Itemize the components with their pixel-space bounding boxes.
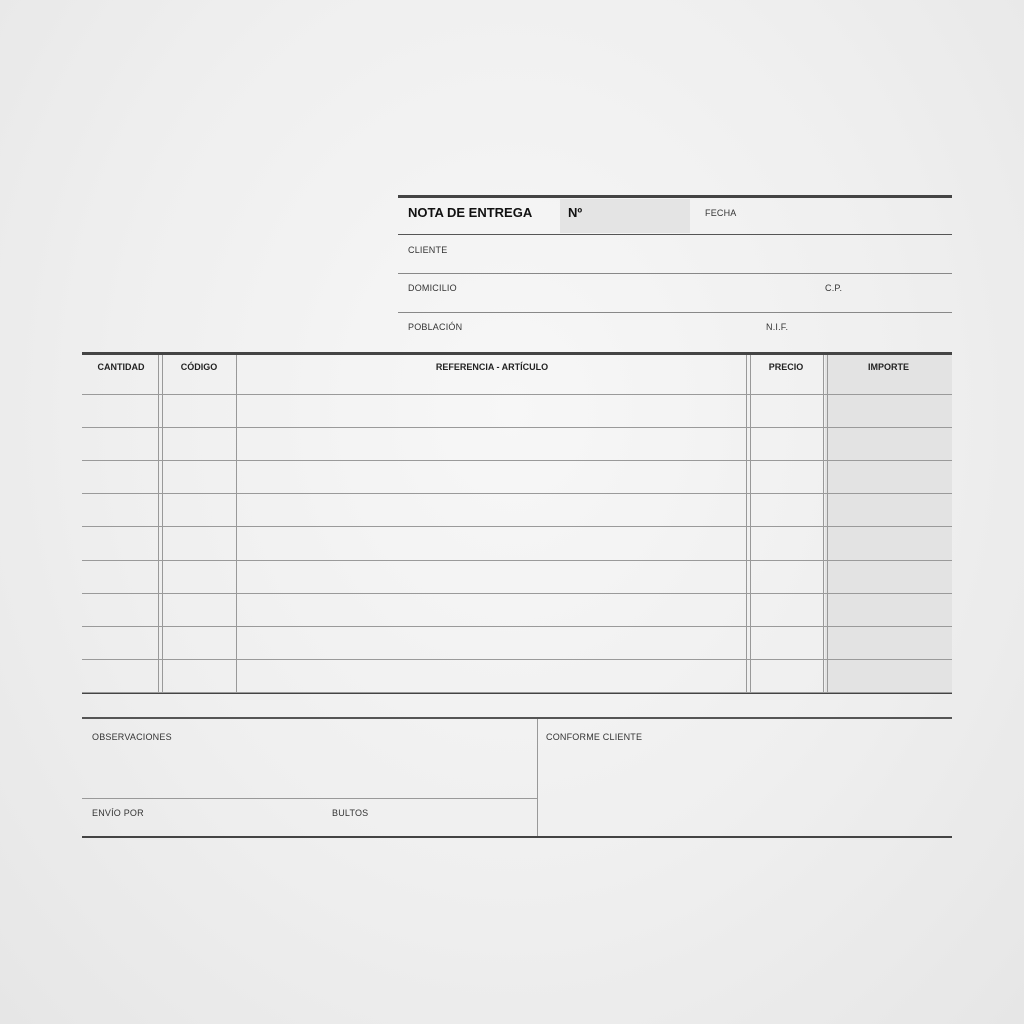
- table-row[interactable]: [82, 395, 952, 427]
- table-row[interactable]: [82, 594, 952, 626]
- column-header-cantidad: CANTIDAD: [97, 362, 145, 372]
- header-rule: [398, 312, 952, 313]
- address-label: DOMICILIO: [408, 283, 457, 293]
- town-label: POBLACIÓN: [408, 322, 463, 332]
- shipped-via-label: ENVÍO POR: [92, 808, 144, 818]
- table-row[interactable]: [82, 627, 952, 659]
- footer-bottom-rule: [82, 836, 952, 838]
- items-table: [82, 352, 952, 694]
- column-header-codigo: CÓDIGO: [180, 362, 218, 372]
- client-label: CLIENTE: [408, 245, 448, 255]
- footer-divider: [537, 719, 538, 836]
- table-row[interactable]: [82, 561, 952, 593]
- client-approval-label: CONFORME CLIENTE: [546, 732, 643, 742]
- footer-rule: [82, 798, 538, 799]
- delivery-note-footer: [82, 717, 952, 838]
- date-label: FECHA: [705, 208, 737, 218]
- header-rule: [398, 273, 952, 274]
- column-header-referencia: REFERENCIA - ARTÍCULO: [435, 362, 549, 372]
- footer-top-rule: [82, 717, 952, 719]
- tax-id-label: N.I.F.: [766, 322, 789, 332]
- document-title: NOTA DE ENTREGA: [408, 205, 533, 220]
- observations-label: OBSERVACIONES: [92, 732, 172, 742]
- table-row[interactable]: [82, 494, 952, 526]
- header-top-rule: [398, 195, 952, 198]
- delivery-note-header: [398, 195, 952, 353]
- table-row[interactable]: [82, 461, 952, 493]
- header-rule: [398, 234, 952, 235]
- table-row[interactable]: [82, 527, 952, 559]
- column-header-precio: PRECIO: [768, 362, 804, 372]
- postal-code-label: C.P.: [825, 283, 843, 293]
- packages-label: BULTOS: [332, 808, 369, 818]
- table-row[interactable]: [82, 660, 952, 692]
- table-row[interactable]: [82, 428, 952, 460]
- number-label: Nº: [568, 205, 583, 220]
- table-top-rule: [82, 352, 952, 355]
- column-header-importe: IMPORTE: [867, 362, 909, 372]
- table-row-divider: [82, 692, 952, 693]
